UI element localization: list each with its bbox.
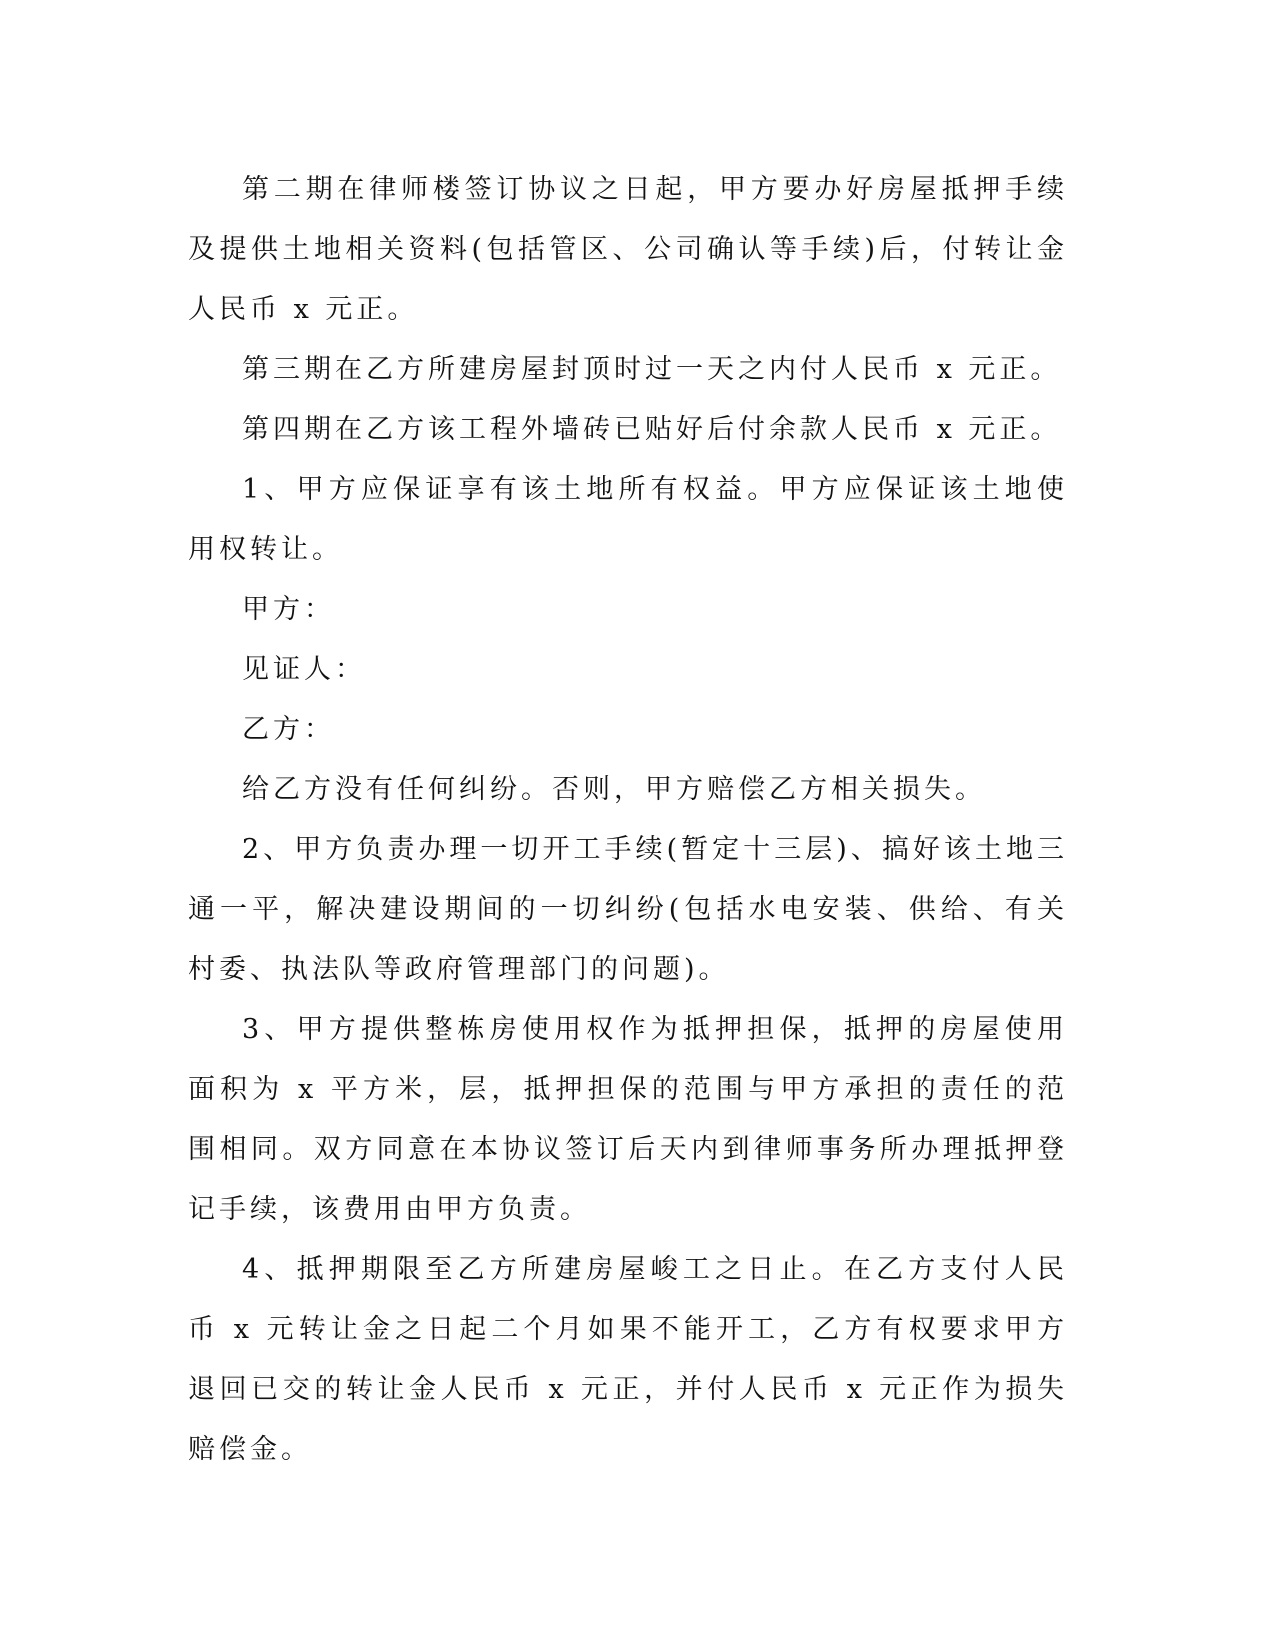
signature-party-a: 甲方： xyxy=(242,594,335,625)
paragraph-clause-1: 1、甲方应保证享有该土地所有权益。甲方应保证该土地使用权转让。 xyxy=(188,474,1068,565)
paragraph-third-payment: 第三期在乙方所建房屋封顶时过一天之内付人民币 x 元正。 xyxy=(242,354,1062,385)
paragraph-fourth-payment: 第四期在乙方该工程外墙砖已贴好后付余款人民币 x 元正。 xyxy=(242,414,1062,445)
paragraph-clause-2: 2、甲方负责办理一切开工手续(暂定十三层)、搞好该土地三通一平，解决建设期间的一切纠纷(包括水电安装、供给、有关村委、执法队等政府管理部门的问题)。 xyxy=(188,834,1068,985)
signature-party-b: 乙方： xyxy=(242,714,335,745)
paragraph-no-dispute: 给乙方没有任何纠纷。否则，甲方赔偿乙方相关损失。 xyxy=(242,774,986,805)
paragraph-second-payment: 第二期在律师楼签订协议之日起，甲方要办好房屋抵押手续及提供土地相关资料(包括管区、公司确认等手续)后，付转让金人民币 x 元正。 xyxy=(188,174,1068,325)
signature-witness: 见证人： xyxy=(242,654,366,685)
paragraph-clause-4: 4、抵押期限至乙方所建房屋峻工之日止。在乙方支付人民币 x 元转让金之日起二个月如果不能开工，乙方有权要求甲方退回已交的转让金人民币 x 元正，并付人民币 x 元正作为损失赔偿金。 xyxy=(188,1254,1068,1465)
paragraph-clause-3: 3、甲方提供整栋房使用权作为抵押担保，抵押的房屋使用面积为 x 平方米，层，抵押担保的范围与甲方承担的责任的范围相同。双方同意在本协议签订后天内到律师事务所办理抵押登记手续，该费用由甲方负责。 xyxy=(188,1014,1068,1225)
document-body xyxy=(188,160,1068,1480)
